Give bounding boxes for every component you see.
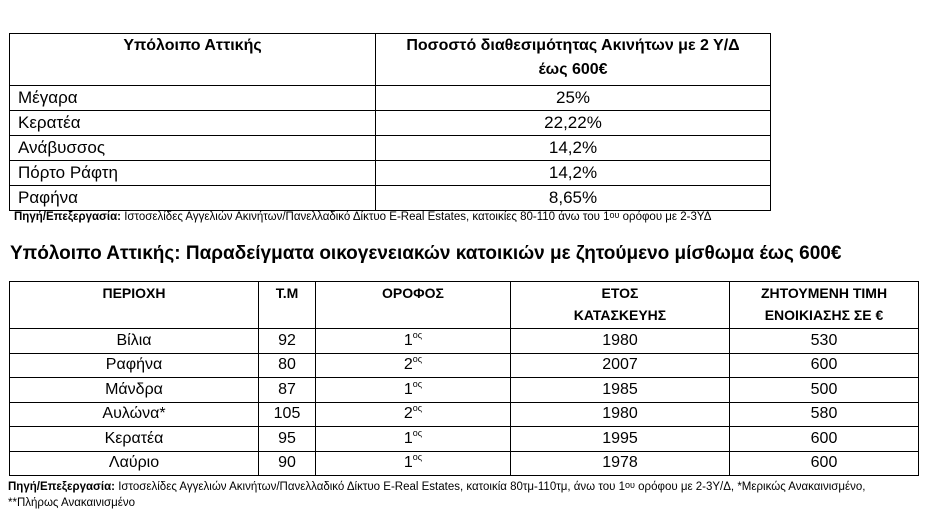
table-row xyxy=(10,111,771,136)
sqm-cell: 95 xyxy=(259,427,316,452)
area-cell: Μέγαρα xyxy=(10,86,376,111)
floor-cell xyxy=(316,402,511,427)
floor-number: 2 xyxy=(403,356,413,374)
table-row xyxy=(10,402,919,427)
header-availability xyxy=(376,34,771,86)
area-cell: Λαύριο xyxy=(10,451,259,476)
table-row xyxy=(10,451,919,476)
area-cell: Αυλώνα* xyxy=(10,402,259,427)
source-text-end: ορόφου με 2-3ΥΔ xyxy=(619,211,712,223)
floor-cell xyxy=(316,378,511,403)
source-label: Πηγή/Επεξεργασία: xyxy=(8,481,115,493)
header-floor: ΟΡΟΦΟΣ xyxy=(316,282,511,329)
source-label: Πηγή/Επεξεργασία: xyxy=(14,211,121,223)
availability-cell: 25% xyxy=(376,86,771,111)
floor-number: 1 xyxy=(403,454,413,472)
year-cell: 1980 xyxy=(511,402,730,427)
header-area xyxy=(10,34,376,86)
source-text: Ιστοσελίδες Αγγελιών Ακινήτων/Πανελλαδικό Δίκτυο E-Real Estates, κατοικία 80τμ-110τμ, άνω του 1 xyxy=(115,481,626,493)
header-price-line2: ΕΝΟΙΚΙΑΣΗΣ ΣΕ € xyxy=(764,307,884,323)
table-header-row xyxy=(10,34,771,86)
header-area: ΠΕΡΙΟΧΗ xyxy=(10,282,259,329)
year-cell: 1995 xyxy=(511,427,730,452)
sqm-cell: 92 xyxy=(259,329,316,354)
sqm-cell: 87 xyxy=(259,378,316,403)
table-row xyxy=(10,136,771,161)
availability-cell: 14,2% xyxy=(376,136,771,161)
floor-number: 1 xyxy=(403,429,413,447)
table-row xyxy=(10,353,919,378)
year-cell: 1985 xyxy=(511,378,730,403)
table-row xyxy=(10,86,771,111)
floor-suffix: ος xyxy=(412,378,423,389)
header-year-line2: ΚΑΤΑΣΚΕΥΗΣ xyxy=(573,307,667,323)
year-cell: 2007 xyxy=(511,353,730,378)
floor-cell xyxy=(316,427,511,452)
area-cell: Βίλια xyxy=(10,329,259,354)
header-price xyxy=(730,282,919,329)
availability-cell: 14,2% xyxy=(376,161,771,186)
price-cell: 600 xyxy=(730,427,919,452)
sqm-cell: 105 xyxy=(259,402,316,427)
source-note xyxy=(14,209,711,225)
table-row xyxy=(10,427,919,452)
floor-suffix: ος xyxy=(412,329,423,340)
floor-cell xyxy=(316,353,511,378)
price-cell: 580 xyxy=(730,402,919,427)
floor-number: 2 xyxy=(403,405,413,423)
source-sup: ου xyxy=(625,480,635,490)
header-year-line1: ΕΤΟΣ xyxy=(601,285,639,301)
floor-number: 1 xyxy=(403,380,413,398)
floor-cell xyxy=(316,451,511,476)
availability-cell: 22,22% xyxy=(376,111,771,136)
floor-suffix: ος xyxy=(412,427,423,438)
year-cell: 1980 xyxy=(511,329,730,354)
availability-table xyxy=(9,33,771,211)
section-heading: Υπόλοιπο Αττικής: Παραδείγματα οικογενειακών κατοικιών με ζητούμενο μίσθωμα έως 600€ xyxy=(10,243,842,264)
floor-cell xyxy=(316,329,511,354)
floor-number: 1 xyxy=(403,331,413,349)
header-availability-line1: Ποσοστό διαθεσιμότητας Ακινήτων με 2 Υ/Δ xyxy=(406,37,740,54)
floor-suffix: ος xyxy=(412,403,423,414)
sqm-cell: 90 xyxy=(259,451,316,476)
source-note-2 xyxy=(8,479,908,511)
header-price-line1: ΖΗΤΟΥΜΕΝΗ ΤΙΜΗ xyxy=(760,285,888,301)
table-row xyxy=(10,378,919,403)
header-area-text: Υπόλοιπο Αττικής xyxy=(123,37,262,54)
area-cell: Κερατέα xyxy=(10,111,376,136)
header-year xyxy=(511,282,730,329)
floor-suffix: ος xyxy=(412,452,423,463)
availability-cell: 8,65% xyxy=(376,186,771,211)
table-row xyxy=(10,186,771,211)
area-cell: Ανάβυσσος xyxy=(10,136,376,161)
source-sup: ου xyxy=(609,210,620,220)
area-cell: Πόρτο Ράφτη xyxy=(10,161,376,186)
source-text-end: ορόφου με 2-3Υ/Δ, *Μερικώς Ανακαινισμένο, **Πλήρως Ανακαινισμένο xyxy=(8,481,866,509)
area-cell: Μάνδρα xyxy=(10,378,259,403)
price-cell: 530 xyxy=(730,329,919,354)
sqm-cell: 80 xyxy=(259,353,316,378)
price-cell: 500 xyxy=(730,378,919,403)
floor-suffix: ος xyxy=(412,354,423,365)
year-cell: 1978 xyxy=(511,451,730,476)
area-cell: Ραφήνα xyxy=(10,353,259,378)
table-header-row xyxy=(10,282,919,329)
table-row xyxy=(10,161,771,186)
price-cell: 600 xyxy=(730,353,919,378)
area-cell: Ραφήνα xyxy=(10,186,376,211)
table-row xyxy=(10,329,919,354)
price-cell: 600 xyxy=(730,451,919,476)
header-sqm: Τ.Μ xyxy=(259,282,316,329)
area-cell: Κερατέα xyxy=(10,427,259,452)
rental-examples-table xyxy=(9,281,919,476)
header-availability-line2: έως 600€ xyxy=(538,61,608,78)
source-text: Ιστοσελίδες Αγγελιών Ακινήτων/Πανελλαδικό Δίκτυο E-Real Estates, κατοικίες 80-110 άνω του 1 xyxy=(121,211,610,223)
